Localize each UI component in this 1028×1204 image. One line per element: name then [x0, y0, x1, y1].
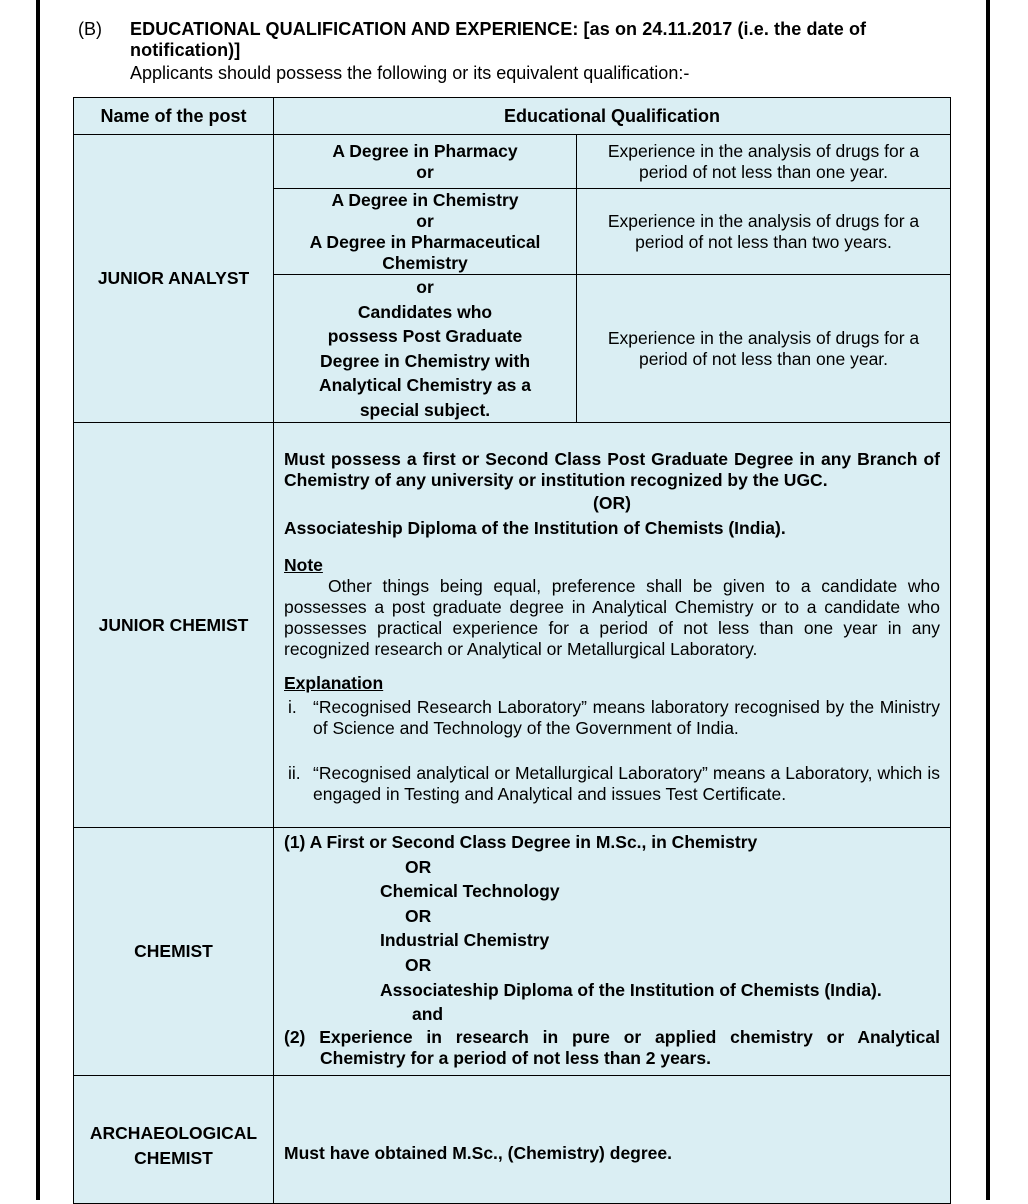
ja-degree-3-or: or — [416, 277, 434, 297]
qualification-table — [73, 97, 951, 1204]
ja-degree-1-line: A Degree in Pharmacy — [332, 140, 518, 161]
ja-degree-2-line-2: A Degree in Pharmaceutical Chemistry — [309, 231, 541, 273]
post-archaeological-line-1: ARCHAEOLOGICAL — [89, 1123, 258, 1144]
ja-degree-1 — [274, 135, 577, 189]
chemist-qualification — [274, 828, 951, 1076]
ja-degree-3-line-2: Degree in Chemistry with Analytical Chemistry as a special subject. — [318, 350, 532, 420]
jc-or: (OR) — [593, 493, 631, 513]
chemist-and: and — [412, 1004, 444, 1025]
table-row — [74, 1075, 951, 1203]
ja-degree-3 — [274, 275, 577, 423]
jc-note-label: Note — [284, 555, 323, 575]
chemist-or-2: OR — [405, 905, 432, 926]
ja-degree-1-or: or — [416, 161, 434, 182]
column-header-qualification: Educational Qualification — [274, 98, 951, 135]
intro-text: Applicants should possess the following or its equivalent qualification:- — [130, 63, 690, 83]
chemist-line-5: (2) Experience in research in pure or applied chemistry or Analytical Chemistry for a period of not less than 2 years. — [284, 1026, 940, 1068]
list-item — [284, 697, 940, 739]
chemist-line-2: Chemical Technology — [380, 881, 560, 902]
ja-experience-2: Experience in the analysis of drugs for a period of not less than two years. — [577, 189, 951, 275]
jc-para-2: Associateship Diploma of the Institution of Chemists (India). — [284, 518, 786, 538]
table-row — [74, 828, 951, 1076]
column-header-post: Name of the post — [74, 98, 274, 135]
list-item-text: “Recognised Research Laboratory” means laboratory recognised by the Ministry of Science and Technology of the Government of India. — [313, 697, 940, 738]
table-row — [74, 135, 951, 189]
section-title: EDUCATIONAL QUALIFICATION AND EXPERIENCE: [as on 24.11.2017 (i.e. the date of notification)] — [130, 19, 867, 60]
chemist-line-1: (1) A First or Second Class Degree in M.Sc., in Chemistry — [284, 832, 758, 852]
ja-experience-1: Experience in the analysis of drugs for a period of not less than one year. — [577, 135, 951, 189]
jc-explanation-label: Explanation — [284, 673, 384, 693]
list-item-text: “Recognised analytical or Metallurgical Laboratory” means a Laboratory, which is engaged in Testing and Analytical and issues Test Certificate. — [313, 763, 940, 804]
jc-explanation-list — [284, 697, 940, 805]
post-archaeological-chemist — [74, 1075, 274, 1203]
post-archaeological-line-2: CHEMIST — [134, 1148, 213, 1169]
ja-degree-3-line-1: Candidates who possess Post Graduate — [327, 301, 523, 346]
page-border-left — [36, 0, 40, 1200]
table-header-row — [74, 98, 951, 135]
ja-degree-2-or: or — [416, 210, 434, 231]
archaeological-qualification: Must have obtained M.Sc., (Chemistry) degree. — [274, 1075, 951, 1203]
chemist-line-3: Industrial Chemistry — [380, 930, 550, 951]
ja-degree-2-line-1: A Degree in Chemistry — [331, 189, 519, 210]
list-item — [284, 763, 940, 805]
list-item-number: ii. — [288, 763, 301, 783]
chemist-line-4: Associateship Diploma of the Institution of Chemists (India). — [380, 979, 882, 1000]
section-number: (B) — [78, 19, 102, 39]
chemist-or-3: OR — [405, 954, 432, 975]
jc-para-1: Must possess a first or Second Class Post Graduate Degree in any Branch of Chemistry of any university or institution recognized by the UGC. — [284, 449, 940, 490]
jc-qualification — [274, 423, 951, 828]
chemist-or-1: OR — [405, 856, 432, 877]
page-border-right — [986, 0, 990, 1200]
ja-experience-3: Experience in the analysis of drugs for a period of not less than one year. — [577, 275, 951, 423]
ja-degree-2 — [274, 189, 577, 275]
list-item-number: i. — [288, 697, 297, 717]
post-junior-chemist: JUNIOR CHEMIST — [74, 423, 274, 828]
post-chemist: CHEMIST — [74, 828, 274, 1076]
jc-note-text: Other things being equal, preference shall be given to a candidate who possesses a post graduate degree in Analytical Chemistry or to a candidate who possesses practical experience for a period of not less than one year in any recognized research or Analytical or Metallurgical Laboratory. — [284, 576, 940, 659]
table-row — [74, 423, 951, 828]
post-junior-analyst: JUNIOR ANALYST — [74, 135, 274, 423]
